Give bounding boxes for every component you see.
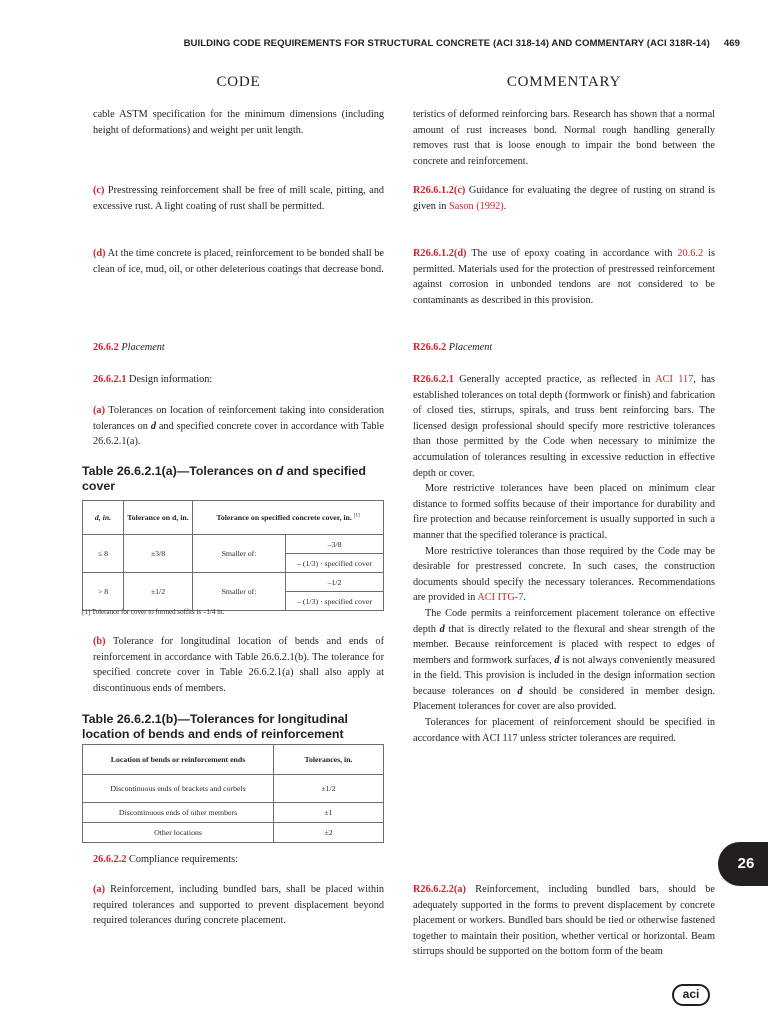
item-label: R26.6.1.2(c) [413, 185, 466, 196]
item-text: More restrictive tolerances than those required by the Code may be desirable for prestressed concrete. In such cases, the construction documents should specify the necessary tolerances. Recommendations are provided in [413, 545, 715, 604]
section-number: R26.6.2.1 [413, 374, 454, 385]
table-tolerances-bends-ends [82, 744, 384, 843]
commentary-text: teristics of deformed reinforcing bars. Research has shown that a normal amount of rust increases bond. Normal rough handling generally removes rust that is loose enough to impair the bond between the concrete and reinforcement. [413, 109, 715, 167]
item-label: R26.6.2.2(a) [413, 884, 466, 895]
col-header-cover [193, 501, 384, 535]
aci-logo: aci [672, 984, 710, 1006]
item-text: Tolerances on location of reinforcement taking into consideration tolerances on [93, 405, 384, 432]
table-cell: –3/8 [286, 535, 384, 554]
section-number: 26.6.2 [93, 342, 119, 353]
variable-d: d [517, 685, 523, 697]
section-title: Placement [446, 342, 493, 353]
item-text: . [503, 200, 507, 212]
code-item-d [93, 246, 384, 277]
section-26-6-2-2 [93, 852, 384, 868]
code-item-c [93, 183, 384, 214]
item-text: Reinforcement, including bundled bars, shall be placed within required tolerances and supported to prevent displacement beyond required tolerances during concrete placement. [93, 884, 384, 927]
page-number: 469 [723, 38, 740, 49]
code-item-a-compliance [93, 882, 384, 929]
item-text: , has established tolerances on total depth (formwork or finish) and fabrication of closed ties, stirrups, spirals, and truss bent reinforcing bars. The licensed design professional should specify more restrictive tolerances than those permitted by the Code when necessary to minimize the accumulation of tolerances resulting in excessive reduction in effective depth or cover. [413, 374, 715, 479]
table-row [83, 803, 384, 823]
table-cell: Smaller of: [193, 535, 286, 573]
table-cell: – (1/3) · specified cover [286, 554, 384, 573]
table-cell: ±3/8 [124, 535, 193, 573]
item-text: Reinforcement, including bundled bars, should be adequately supported in the forms to prevent displacement by concrete placement or workers. Bundled bars should be tied or otherwise fastened together to maintain their position, whether vertical or horizontal. Beam stirrups should be supported on the bottom form of the beam [413, 884, 715, 958]
footnote-marker: [1] [353, 513, 360, 519]
reference-link[interactable]: 20.6.2 [677, 248, 704, 259]
variable-d: d [439, 623, 445, 635]
item-text: should be considered in member design. Placement tolerances for cover are also provided. [413, 685, 716, 713]
item-text: is not always conveniently measured in the field. This provision is included in the design information section because tolerances on [413, 654, 715, 697]
item-text: Tolerance for longitudinal location of bends and ends of reinforcement in accordance with Table 26.6.2.1(b). The tolerance for specified concrete cover in Table 26.6.2.1(a) shall also apply at discontinuous ends of members. [93, 636, 384, 694]
col-header-tol-d: Tolerance on d, in. [124, 501, 193, 535]
item-label: R26.6.1.2(d) [413, 248, 467, 259]
section-R26-6-2-heading [413, 340, 715, 356]
table-cell: > 8 [83, 573, 124, 611]
item-text: Generally accepted practice, as reflected in [453, 374, 656, 385]
col-header-tolerances: Tolerances, in. [274, 745, 384, 775]
table-cell: –1/2 [286, 573, 384, 592]
code-item-a [93, 403, 384, 450]
table-row [83, 775, 384, 803]
item-label: (d) [93, 248, 106, 259]
commentary-paragraph-continued [413, 107, 715, 169]
col-header-cover-text: Tolerance on specified concrete cover, in. [216, 513, 352, 522]
commentary-text: More restrictive tolerances have been placed on minimum clear distance to formed soffits because of their importance for durability and fire protection and because reinforcement is usually supported in such a manner that the specified tolerance is practical. [413, 483, 715, 541]
commentary-R26-6-1-2d [413, 246, 715, 308]
commentary-text [413, 606, 715, 715]
table-tolerances-d-cover [82, 500, 384, 611]
item-text: The Code permits a reinforcement placement tolerance on effective depth [413, 607, 715, 635]
caption-variable: d [275, 464, 284, 478]
table-cell: ±1/2 [124, 573, 193, 611]
item-text: that is directly related to the flexural and shear strength of the member. Because reinforcement is placed with respect to edges of members and formwork surfaces, [413, 623, 716, 666]
item-label: (a) [93, 405, 106, 416]
item-text: . [523, 592, 526, 604]
section-26-6-2-heading [93, 340, 384, 356]
caption-text: and specified cover [82, 464, 366, 493]
header-title: BUILDING CODE REQUIREMENTS FOR STRUCTURAL CONCRETE (ACI 318-14) AND COMMENTARY (ACI 318R-14) [183, 38, 710, 49]
table-cell: Discontinuous ends of brackets and corbels [83, 775, 274, 803]
commentary-R26-6-1-2c [413, 183, 715, 214]
commentary-column-heading: COMMENTARY [506, 74, 622, 90]
item-text: At the time concrete is placed, reinforcement to be bonded shall be clean of ice, mud, oil, or other deleterious coatings that decrease bond. [93, 248, 384, 275]
commentary-text: Tolerances for placement of reinforcement should be specified in accordance with ACI 117 unless stricter tolerances are required. [413, 717, 715, 744]
variable-d: d [554, 654, 560, 666]
col-header-d: d, in. [83, 501, 124, 535]
section-number: R26.6.2 [413, 342, 447, 353]
item-label: (c) [93, 185, 105, 196]
item-label: (b) [93, 636, 106, 647]
table-cell: ±1 [274, 803, 384, 823]
table-cell: – (1/3) · specified cover [286, 592, 384, 611]
item-text: The use of epoxy coating in accordance with [466, 248, 678, 259]
item-label: (a) [93, 884, 106, 895]
variable-d: d [150, 420, 156, 432]
reference-link[interactable]: ACI 117 [655, 374, 694, 385]
table-cell: Other locations [83, 823, 274, 843]
caption-text: Table 26.6.2.1(a)—Tolerances on [82, 464, 276, 478]
code-text: cable ASTM specification for the minimum dimensions (including height of deformations) and weight per unit length. [93, 109, 384, 136]
table-cell: ±2 [274, 823, 384, 843]
commentary-text [413, 544, 715, 606]
table-row [83, 823, 384, 843]
table-cell: Smaller of: [193, 573, 286, 611]
table-cell: ≤ 8 [83, 535, 124, 573]
reference-link[interactable]: ACI ITG-7 [477, 592, 524, 604]
col-header-location: Location of bends or reinforcement ends [83, 745, 274, 775]
commentary-R26-6-2-1 [413, 372, 715, 746]
code-item-b [93, 634, 384, 696]
running-header [0, 38, 740, 49]
item-text: Prestressing reinforcement shall be free of mill scale, pitting, and excessive rust. A light coating of rust shall be permitted. [93, 185, 384, 212]
table-b-caption: Table 26.6.2.1(b)—Tolerances for longitudinal location of bends and ends of reinforcement [82, 712, 348, 741]
item-text: Guidance for evaluating the degree of rusting on strand is given in [413, 185, 715, 212]
table-a-footnote: [1] Tolerance for cover to formed soffits is –1/4 in. [82, 608, 225, 616]
section-text: Compliance requirements: [126, 854, 238, 865]
item-text: is permitted. Materials used for the protection of prestressed reinforcement against corrosion in unbonded tendons are not considered to be contaminants as described in this provision. [413, 248, 715, 306]
table-a-caption [82, 464, 382, 494]
code-column-heading: CODE [216, 74, 261, 90]
item-text: and specified concrete cover in accordance with Table 26.6.2.1(a). [93, 420, 384, 448]
code-paragraph-continued [93, 107, 384, 138]
reference-link[interactable]: Sason (1992) [449, 200, 504, 212]
commentary-R26-6-2-2a [413, 882, 715, 960]
section-title: Placement [118, 342, 165, 353]
section-26-6-2-1 [93, 372, 384, 388]
table-cell: Discontinuous ends of other members [83, 803, 274, 823]
section-number: 26.6.2.2 [93, 854, 127, 865]
section-number: 26.6.2.1 [93, 374, 127, 385]
table-cell: ±1/2 [274, 775, 384, 803]
chapter-tab[interactable]: 26 [718, 842, 768, 886]
section-text: Design information: [126, 374, 213, 385]
